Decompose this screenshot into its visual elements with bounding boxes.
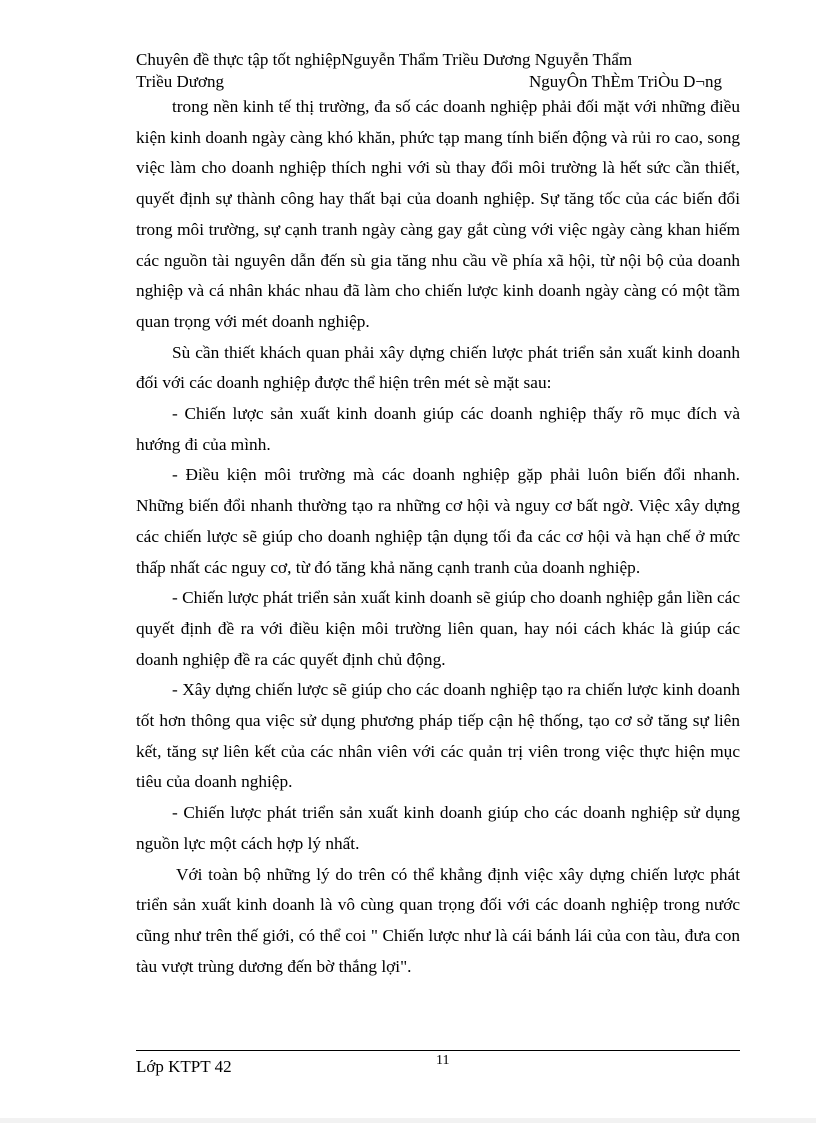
page-number: 11 bbox=[436, 1053, 450, 1068]
bullet-paragraph: - Chiến lược sản xuất kinh doanh giúp các doanh nghiệp thấy rõ mục đích và hướng đi của mình. bbox=[136, 404, 740, 454]
bullet-paragraph: - Điều kiện môi trường mà các doanh nghiệp gặp phải luôn biến đổi nhanh. Những biến đổi nhanh thường tạo ra những cơ hội và nguy cơ bất ngờ. Việc xây dựng các chiến lược sẽ giúp cho doanh nghiệp tận dụng tối đa các cơ hội và hạn chế ở mức thấp nhất các nguy cơ, từ đó tăng khả năng cạnh tranh của doanh nghiệp. bbox=[136, 465, 740, 577]
bullet-paragraph: - Chiến lược phát triển sản xuất kinh doanh sẽ giúp cho doanh nghiệp gắn liền các quyết định đề ra với điều kiện môi trường liên quan, hay nói cách khác là giúp các doanh nghiệp đề ra các quyết định chủ động. bbox=[136, 588, 740, 669]
paragraph: trong nền kinh tế thị trường, đa số các doanh nghiệp phải đối mặt với những điều kiện kinh doanh ngày càng khó khăn, phức tạp mang tính biến động và rủi ro cao, song việc làm cho doanh nghiệp thích nghi với sù thay đổi môi trường là hết sức cần thiết, quyết định sự thành công hay thất bại của doanh nghiệp. Sự tăng tốc của các biến đổi trong môi trường, sự cạnh tranh ngày càng gay gắt cùng với việc ngày càng khan hiếm các nguồn tài nguyên dẫn đến sù gia tăng nhu cầu về phía xã hội, từ nội bộ của doanh nghiệp và cá nhân khác nhau đã làm cho chiến lược kinh doanh ngày càng có một tầm quan trọng với mét doanh nghiệp. bbox=[136, 97, 740, 331]
header-author-name-legacy-font: NguyÔn ThÈm TriÒu D¬ng bbox=[529, 72, 722, 91]
header-line-1: Chuyên đề thực tập tốt nghiệpNguyễn Thẩm Triều Dương Nguyễn Thẩm bbox=[136, 50, 633, 69]
bullet-paragraph: - Xây dựng chiến lược sẽ giúp cho các doanh nghiệp tạo ra chiến lược kinh doanh tốt hơn thông qua việc sử dụng phương pháp tiếp cận hệ thống, tạo cơ sở tăng sự liên kết, tăng sự liên kết của các nhân viên với các quản trị viên trong việc thực hiện mục tiêu của doanh nghiệp. bbox=[136, 680, 740, 792]
bullet-paragraph: - Chiến lược phát triển sản xuất kinh doanh giúp cho các doanh nghiệp sử dụng nguồn lực một cách hợp lý nhất. bbox=[136, 803, 740, 853]
paragraph: Sù cần thiết khách quan phải xây dựng chiến lược phát triển sản xuất kinh doanh đối với các doanh nghiệp được thể hiện trên mét sè mặt sau: bbox=[136, 342, 740, 393]
page-header bbox=[136, 49, 746, 93]
page-bottom-edge bbox=[0, 1118, 816, 1123]
footer-class-label: Lớp KTPT 42 bbox=[136, 1057, 232, 1076]
conclusion-paragraph: Với toàn bộ những lý do trên có thể khẳng định việc xây dựng chiến lược phát triển sản xuất kinh doanh là vô cùng quan trọng đối với các doanh nghiệp trong nước cũng như trên thế giới, có thể coi " Chiến lược như là cái bánh lái của con tàu, đưa con tàu vượt trùng dương đến bờ thắng lợi". bbox=[136, 864, 740, 976]
body-text bbox=[136, 92, 740, 982]
header-line-2 bbox=[136, 71, 746, 93]
header-author-name: Triều Dương bbox=[136, 72, 224, 91]
footer-divider bbox=[136, 1050, 740, 1051]
